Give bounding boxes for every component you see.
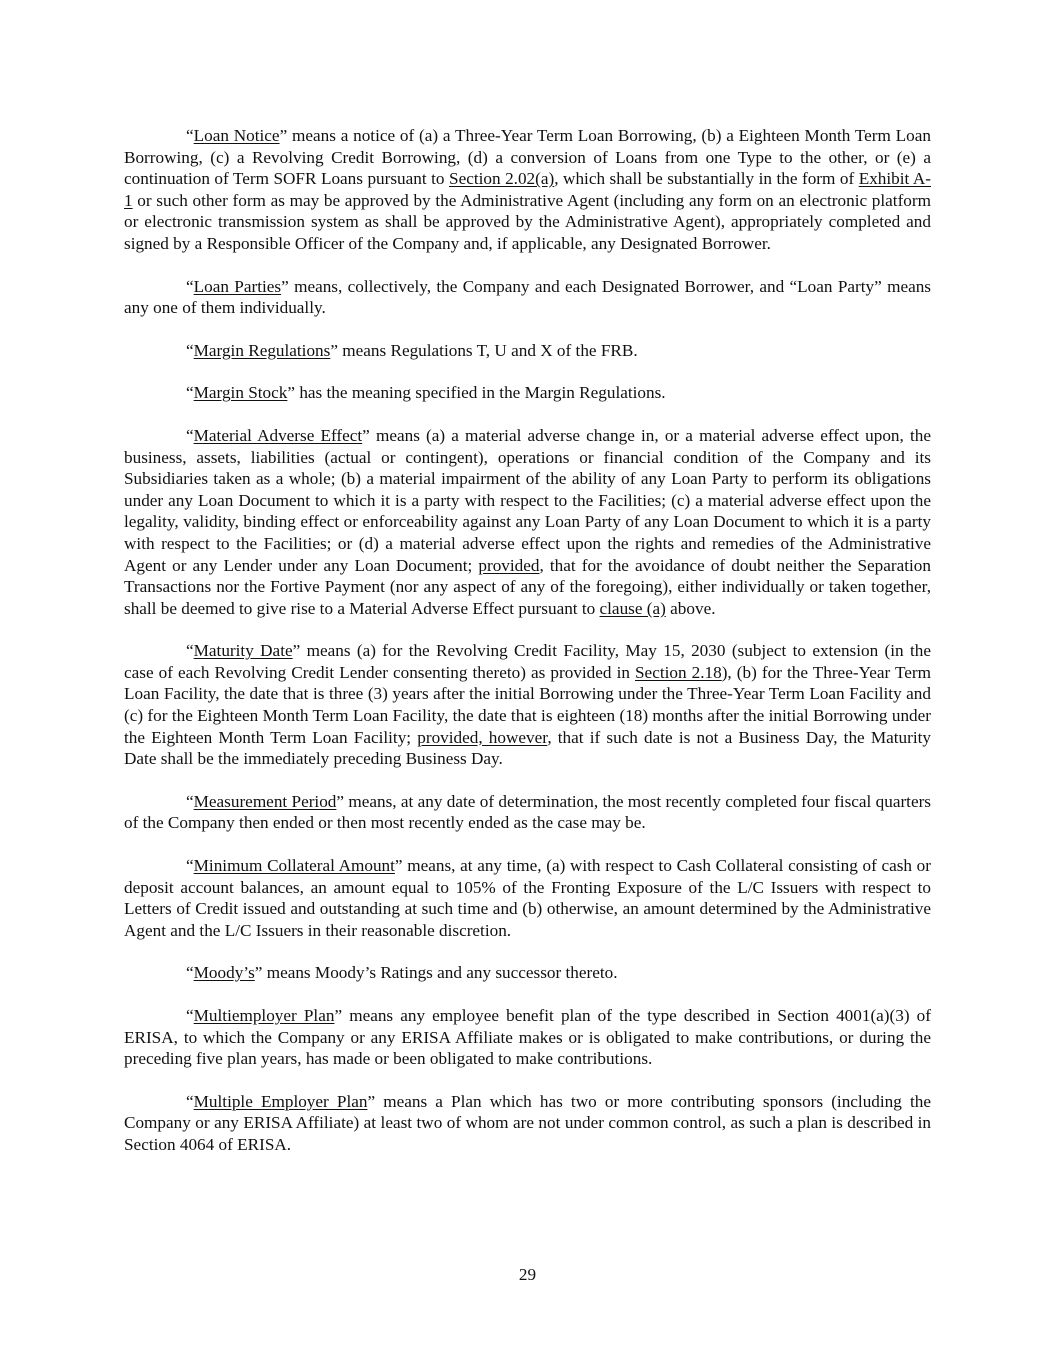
- defined-term: Multiple Employer Plan: [193, 1091, 368, 1111]
- cross-reference: provided: [478, 555, 540, 575]
- definition-paragraph: “Multiemployer Plan” means any employee benefit plan of the type described in Section 4001(a)(3) of ERISA, to which the Company or any ERISA Affiliate makes or is obligated to make contributions, or during the preceding five plan years, has made or been obligated to make contributions.: [124, 1006, 931, 1069]
- defined-term: Loan Parties: [193, 276, 282, 296]
- definition-paragraph: “Multiple Employer Plan” means a Plan which has two or more contributing sponsors (including the Company or any ERISA Affiliate) at least two of whom are not under common control, as such a plan is described in Section 4064 of ERISA.: [124, 1091, 931, 1154]
- defined-term: Loan Notice: [193, 126, 280, 145]
- definition-paragraph: “Margin Regulations” means Regulations T, U and X of the FRB.: [186, 340, 638, 360]
- definition-text: means, collectively, the Company and each Designated Borrower, and “Loan Party” means any one of them individually.: [124, 276, 931, 318]
- definition-text: means, at any date of determination, the most recently completed four fiscal quarters of the Company then ended or then most recently ended as the case may be.: [124, 791, 931, 833]
- definition-text: means a Plan which has two or more contributing sponsors (including the Company or any ERISA Affiliate) at least two of whom are not under common control, as such a plan is described in Section 4064 of ERISA.: [124, 1091, 931, 1154]
- defined-term: Measurement Period: [193, 791, 337, 811]
- cross-reference: clause (a): [599, 598, 666, 618]
- definition-paragraph: “Margin Stock” has the meaning specified in the Margin Regulations.: [186, 383, 666, 403]
- defined-term: Minimum Collateral Amount: [193, 856, 395, 876]
- definition-text: , that for the avoidance of doubt neither the Separation Transactions nor the Fortive Payment (nor any aspect of any of the foregoing), either individually or taken together, shall be deemed to give rise to a Material Adverse Effect pursuant to: [124, 555, 931, 618]
- definition-text: or such other form as may be approved by the Administrative Agent (including any form on an electronic platform or electronic transmission system as shall be approved by the Administrative Agent), appropriately completed and signed by a Responsible Officer of the Company and, if applicable, any Designated Borrower.: [124, 190, 931, 253]
- document-body: [124, 125, 931, 1177]
- cross-reference: Exhibit A-1: [124, 169, 931, 210]
- definition-text: means Regulations T, U and X of the FRB.: [337, 340, 638, 360]
- definition-text: means (a) for the Revolving Credit Facility, May 15, 2030 (subject to extension (in the case of each Revolving Credit Lender consenting thereto) as provided in: [124, 641, 931, 682]
- page-number: 29: [518, 1265, 537, 1284]
- definition-paragraph: “Measurement Period” means, at any date of determination, the most recently completed four fiscal quarters of the Company then ended or then most recently ended as the case may be.: [124, 791, 931, 833]
- defined-term: Multiemployer Plan: [193, 1006, 335, 1025]
- cross-reference: Section 2.18: [635, 662, 722, 682]
- definition-text: above.: [665, 598, 716, 618]
- definition-text: means a notice of (a) a Three-Year Term Loan Borrowing, (b) a Eighteen Month Term Loan Borrowing, (c) a Revolving Credit Borrowing, (d) a conversion of Loans from one Type to the other, or (e) a continuation of Term SOFR Loans pursuant to: [124, 126, 931, 189]
- definition-text: means Moody’s Ratings and any successor thereto.: [262, 963, 618, 983]
- definition-paragraph: “Maturity Date” means (a) for the Revolving Credit Facility, May 15, 2030 (subject to extension (in the case of each Revolving Credit Lender consenting thereto) as provided in Section 2.18), (b) for the Three-Year Term Loan Facility, the date that is three (3) years after the initial Borrowing under the Three-Year Term Loan Facility and (c) for the Eighteen Month Term Loan Facility, the date that is eighteen (18) months after the initial Borrowing under the Eighteen Month Term Loan Facility; provided, however, that if such date is not a Business Day, the Maturity Date shall be the immediately preceding Business Day.: [124, 641, 932, 769]
- defined-term: Margin Stock: [193, 383, 288, 403]
- definition-text: has the meaning specified in the Margin Regulations.: [295, 383, 666, 403]
- definition-text: means (a) a material adverse change in, or a material adverse effect upon, the business, assets, liabilities (actual or contingent), operations or financial condition of the Company and its Subsidiaries taken as a whole; (b) a material impairment of the ability of any Loan Party to perform its obligations under any Loan Document to which it is a party with respect to the Facilities; (c) a material adverse effect upon the legality, validity, binding effect or enforceability against any Loan Party of any Loan Document to which it is a party with respect to the Facilities; or (d) a material adverse effect upon the rights and remedies of the Administrative Agent or any Lender under any Loan Document;: [124, 425, 931, 575]
- definition-text: means any employee benefit plan of the type described in Section 4001(a)(3) of ERISA, to which the Company or any ERISA Affiliate makes or is obligated to make contributions, or during the preceding five plan years, has made or been obligated to make contributions.: [124, 1006, 931, 1069]
- cross-reference: Section 2.02(a): [449, 169, 555, 189]
- definition-paragraph: “Loan Parties” means, collectively, the Company and each Designated Borrower, and “Loan Party” means any one of them individually.: [124, 276, 931, 318]
- defined-term: Moody’s: [193, 963, 255, 983]
- defined-term: Margin Regulations: [193, 340, 331, 360]
- definition-paragraph: “Loan Notice” means a notice of (a) a Three-Year Term Loan Borrowing, (b) a Eighteen Month Term Loan Borrowing, (c) a Revolving Credit Borrowing, (d) a conversion of Loans from one Type to the other, or (e) a continuation of Term SOFR Loans pursuant to Section 2.02(a), which shall be substantially in the form of Exhibit A-1 or such other form as may be approved by the Administrative Agent (including any form on an electronic platform or electronic transmission system as shall be approved by the Administrative Agent), appropriately completed and signed by a Responsible Officer of the Company and, if applicable, any Designated Borrower.: [124, 126, 931, 253]
- definition-paragraph: “Moody’s” means Moody’s Ratings and any successor thereto.: [186, 963, 618, 983]
- definition-paragraph: “Minimum Collateral Amount” means, at any time, (a) with respect to Cash Collateral consisting of cash or deposit account balances, an amount equal to 105% of the Fronting Exposure of the L/C Issuers with respect to Letters of Credit issued and outstanding at such time and (b) otherwise, an amount determined by the Administrative Agent and the L/C Issuers in their reasonable discretion.: [124, 856, 932, 940]
- defined-term: Maturity Date: [193, 641, 293, 661]
- defined-term: Material Adverse Effect: [193, 425, 363, 445]
- definition-text: , that if such date is not a Business Day, the Maturity Date shall be the immediately preceding Business Day.: [124, 727, 932, 769]
- definition-paragraph: “Material Adverse Effect” means (a) a material adverse change in, or a material adverse effect upon, the business, assets, liabilities (actual or contingent), operations or financial condition of the Company and its Subsidiaries taken as a whole; (b) a material impairment of the ability of any Loan Party to perform its obligations under any Loan Document to which it is a party with respect to the Facilities; (c) a material adverse effect upon the legality, validity, binding effect or enforceability against any Loan Party of any Loan Document to which it is a party with respect to the Facilities; or (d) a material adverse effect upon the rights and remedies of the Administrative Agent or any Lender under any Loan Document; provided, that for the avoidance of doubt neither the Separation Transactions nor the Fortive Payment (nor any aspect of any of the foregoing), either individually or taken together, shall be deemed to give rise to a Material Adverse Effect pursuant to clause (a) above.: [124, 425, 931, 618]
- definition-text: ), (b) for the Three-Year Term Loan Facility, the date that is three (3) years after the initial Borrowing under the Three-Year Term Loan Facility and (c) for the Eighteen Month Term Loan Facility, the date that is eighteen (18) months after the initial Borrowing under the Eighteen Month Term Loan Facility;: [124, 662, 931, 747]
- definition-text: means, at any time, (a) with respect to Cash Collateral consisting of cash or deposit account balances, an amount equal to 105% of the Fronting Exposure of the L/C Issuers with respect to Letters of Credit issued and outstanding at such time and (b) otherwise, an amount determined by the Administrative Agent and the L/C Issuers in their reasonable discretion.: [124, 856, 932, 940]
- definition-text: , which shall be substantially in the form of: [554, 169, 859, 189]
- cross-reference: provided, however: [417, 727, 548, 747]
